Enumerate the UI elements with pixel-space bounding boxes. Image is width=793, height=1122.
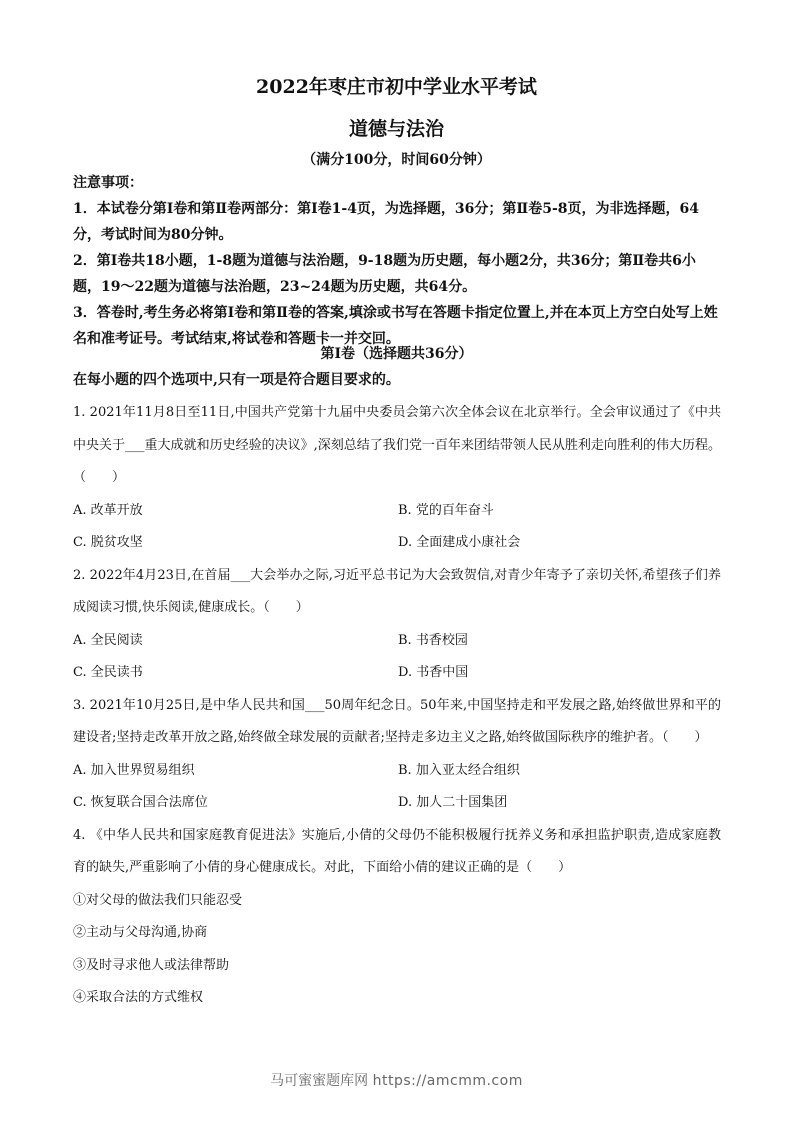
option-b: B. 党的百年奋斗 <box>398 502 494 518</box>
option-d: D. 加人二十国集团 <box>398 795 508 810</box>
footer-site-name: 马可蜜蜜题库网 <box>270 1073 369 1089</box>
page-footer <box>0 1070 793 1090</box>
question-list <box>73 397 721 1015</box>
option-a: A. 全民阅读 <box>73 632 143 648</box>
exam-title: 2022年枣庄市初中学业水平考试 <box>256 76 537 98</box>
question-stem: 2. 2022年4月23日,在首届___大会举办之际,习近平总书记为大会致贺信,对青少年寄予了亲切关怀,希望孩子们养成阅读习惯,快乐阅读,健康成长。（ ） <box>73 567 721 615</box>
option-c: C. 脱贫攻坚 <box>73 535 143 550</box>
notice-item: 3．答卷时,考生务必将第Ⅰ卷和第Ⅱ卷的答案,填涂或书写在答题卡指定位置上,并在本页上方空白处写上姓名和准考证号。考试结束,将试卷和答题卡一并交回。 <box>73 305 718 347</box>
option-c: C. 恢复联合国合法席位 <box>73 795 208 810</box>
section-instruction: 在每小题的四个选项中,只有一项是符合题目要求的。 <box>73 372 400 388</box>
statement-1: ①对父母的做法我们只能忍受 <box>73 892 243 908</box>
subject-title: 道德与法治 <box>348 118 444 140</box>
question-1 <box>73 397 721 560</box>
option-b: B. 加入亚太经合组织 <box>398 762 520 778</box>
option-d: D. 书香中国 <box>398 665 469 680</box>
question-2 <box>73 560 721 690</box>
section-title: 第Ⅰ卷（选择题共36分） <box>320 346 473 362</box>
option-b: B. 书香校园 <box>398 632 468 648</box>
statement-2: ②主动与父母沟通,协商 <box>73 925 208 940</box>
option-grid <box>73 755 721 820</box>
notice-item: 2．第Ⅰ卷共18小题，1-8题为道德与法治题，9-18题为历史题，每小题2分，共36分；第Ⅱ卷共6小题，19～22题为道德与法治题，23~24题为历史题，共64分。 <box>73 253 696 295</box>
option-d: D. 全面建成小康社会 <box>398 535 521 550</box>
footer-url[interactable]: https://amcmm.com <box>372 1073 523 1089</box>
option-c: C. 全民读书 <box>73 665 143 680</box>
notice-list <box>73 196 723 352</box>
option-a: A. 改革开放 <box>73 502 143 518</box>
statement-3: ③及时寻求他人或法律帮助 <box>73 957 230 973</box>
notice-item: 1．本试卷分第Ⅰ卷和第Ⅱ卷两部分：第Ⅰ卷1-4页，为选择题，36分；第Ⅱ卷5-8页，为非选择题，64分，考试时间为80分钟。 <box>73 201 699 243</box>
option-grid <box>73 495 721 560</box>
exam-subtitle: （满分100分，时间60分钟） <box>302 152 491 168</box>
question-4 <box>73 820 721 1015</box>
question-3 <box>73 690 721 820</box>
notice-heading: 注意事项： <box>73 175 143 191</box>
statement-4: ④采取合法的方式维权 <box>73 990 204 1005</box>
option-a: A. 加入世界贸易组织 <box>73 762 195 778</box>
question-stem: 3. 2021年10月25日,是中华人民共和国___50周年纪念日。50年来,中国坚持走和平发展之路,始终做世界和平的建设者;坚持走改革开放之路,始终做全球发展的贡献者;坚持走多边主义之路,始终做国际秩序的维护者。（ ） <box>73 697 721 745</box>
question-stem: 1. 2021年11月8日至11日,中国共产党第十九届中央委员会第六次全体会议在北京举行。全会审议通过了《中共中央关于___重大成就和历史经验的决议》,深刻总结了我们党一百年来团结带领人民从胜利走向胜利的伟大历程。（ ） <box>73 405 721 485</box>
option-grid <box>73 625 721 690</box>
question-stem: 4. 《中华人民共和国家庭教育促进法》实施后,小倩的父母仍不能积极履行抚养义务和承担监护职责,造成家庭教育的缺失,严重影响了小倩的身心健康成长。对此，下面给小倩的建议正确的是（ ） <box>73 827 721 875</box>
